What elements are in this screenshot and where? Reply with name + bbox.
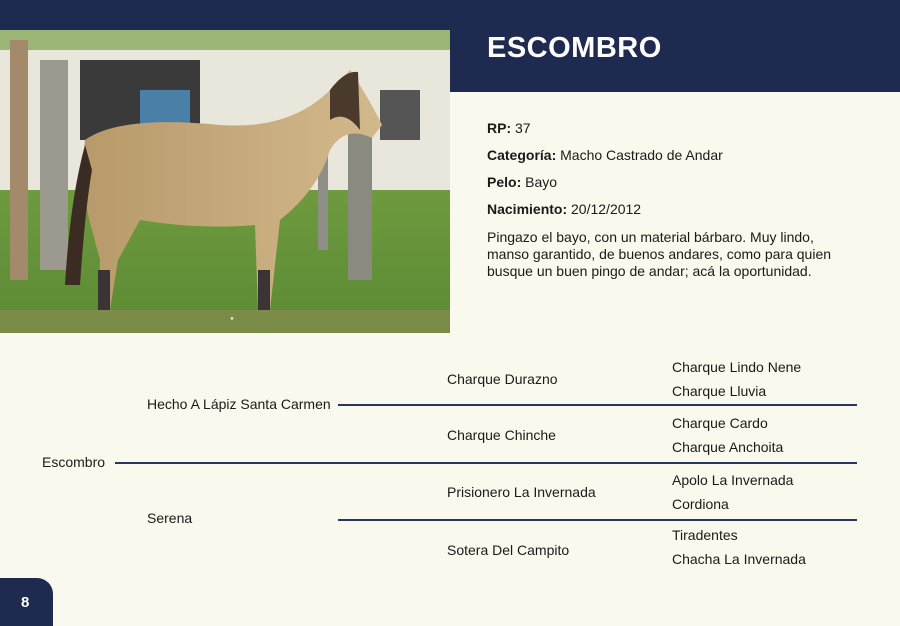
pedigree-great-grandparent: Chacha La Invernada	[672, 551, 806, 567]
horse-info	[487, 120, 857, 280]
horse-photo	[0, 30, 450, 333]
nacimiento-row	[487, 201, 857, 228]
categoria-row	[487, 147, 857, 174]
description: Pingazo el bayo, con un material bárbaro. Muy lindo, manso garantido, de buenos andares, como para quien busque un buen pingo de andar; acá la oportunidad.	[487, 229, 832, 279]
horse-name-title: ESCOMBRO	[487, 32, 662, 64]
pedigree-grandparent: Charque Chinche	[447, 427, 556, 443]
pedigree-grandparent: Prisionero La Invernada	[447, 484, 596, 500]
pedigree-sire: Hecho A Lápiz Santa Carmen	[147, 396, 331, 412]
pedigree-line	[338, 519, 857, 521]
pedigree-subject: Escombro	[42, 454, 106, 470]
page-number: 8	[21, 594, 30, 611]
nacimiento-label: Nacimiento:	[487, 201, 568, 217]
pelo-value: Bayo	[525, 174, 558, 190]
pelo-label: Pelo:	[487, 174, 522, 190]
pedigree-great-grandparent: Charque Anchoita	[672, 439, 784, 455]
pedigree-grandparent: Sotera Del Campito	[447, 542, 570, 558]
rp-row	[487, 120, 857, 147]
pedigree-great-grandparent: Charque Cardo	[672, 415, 768, 431]
pedigree-great-grandparent: Tiradentes	[672, 527, 738, 543]
pedigree-great-grandparent: Cordiona	[672, 496, 729, 512]
title-header	[450, 0, 900, 92]
pedigree-great-grandparent: Charque Lluvia	[672, 383, 767, 399]
pelo-row	[487, 174, 857, 201]
pedigree-great-grandparent: Apolo La Invernada	[672, 472, 794, 488]
rp-value: 37	[515, 120, 531, 136]
svg-text:★: ★	[229, 316, 235, 322]
pedigree-grandparent: Charque Durazno	[447, 371, 558, 387]
rp-label: RP:	[487, 120, 512, 136]
pedigree-dam: Serena	[147, 510, 193, 526]
pedigree-line	[115, 462, 857, 464]
categoria-value: Macho Castrado de Andar	[560, 147, 723, 163]
categoria-label: Categoría:	[487, 147, 557, 163]
nacimiento-value: 20/12/2012	[571, 201, 642, 217]
pedigree-great-grandparent: Charque Lindo Nene	[672, 359, 802, 375]
page-number-badge	[0, 578, 53, 626]
pedigree-line	[338, 404, 857, 406]
